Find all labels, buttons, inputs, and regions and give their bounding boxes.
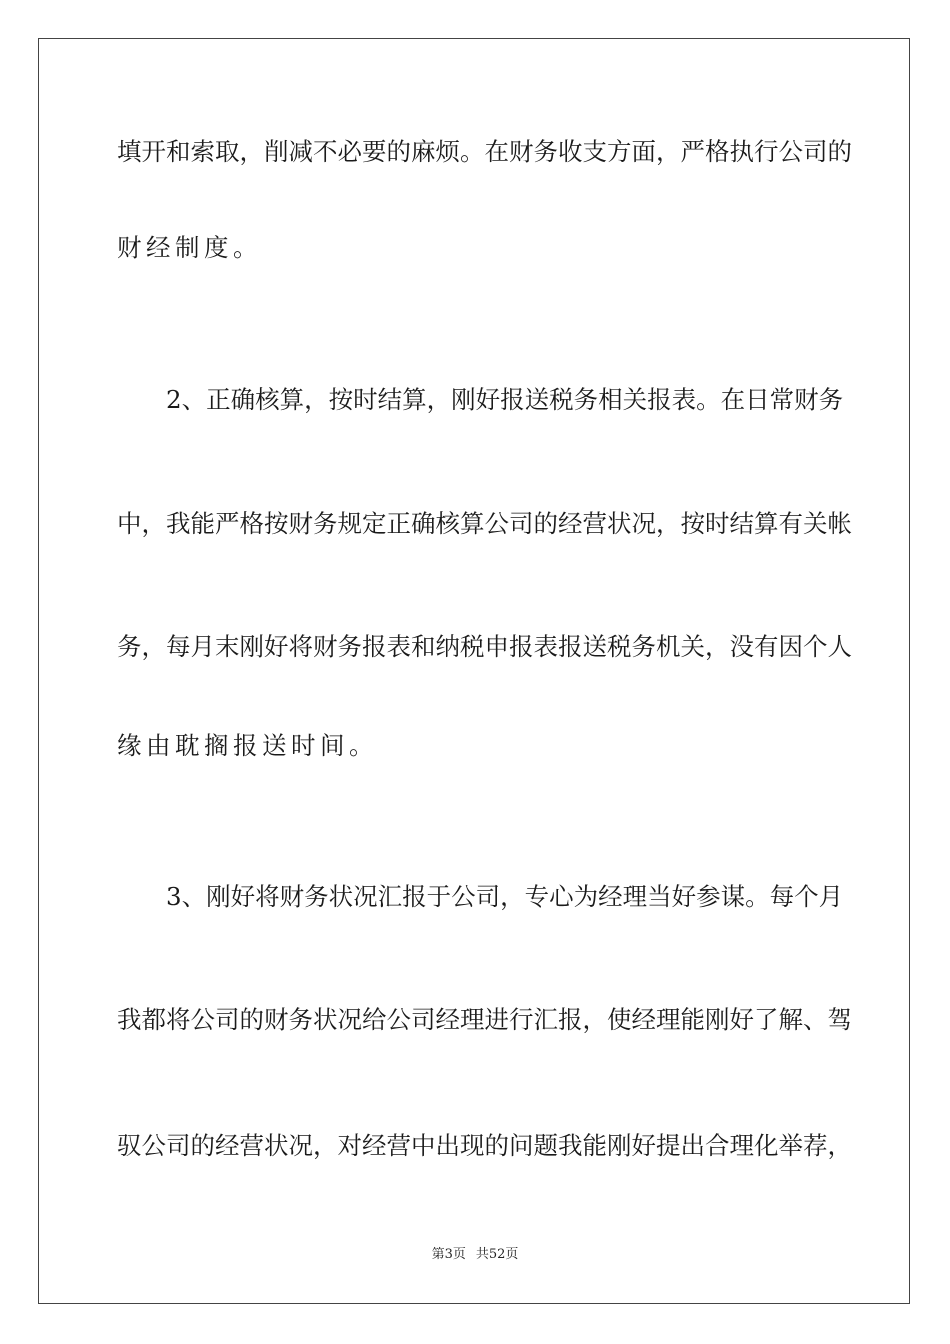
text-line: 填开和索取，削减不必要的麻烦。在财务收支方面，严格执行公司的 [117, 137, 852, 166]
text-line: 缘由耽搁报送时间。 [117, 731, 378, 760]
page-footer [0, 1246, 950, 1264]
text-line: 3、刚好将财务状况汇报于公司，专心为经理当好参谋。每个月 [117, 882, 844, 911]
page-border [38, 38, 910, 1304]
text-line: 财经制度。 [117, 233, 262, 262]
text-line: 2、正确核算，按时结算，刚好报送税务相关报表。在日常财务 [117, 385, 844, 414]
page-total: 共52页 [475, 1247, 519, 1262]
page-number: 第3页 [431, 1247, 466, 1262]
text-line: 中，我能严格按财务规定正确核算公司的经营状况，按时结算有关帐 [117, 509, 852, 538]
text-line: 我都将公司的财务状况给公司经理进行汇报，使经理能刚好了解、驾 [117, 1005, 852, 1034]
text-line: 务，每月末刚好将财务报表和纳税申报表报送税务机关，没有因个人 [117, 632, 852, 661]
text-line: 驭公司的经营状况，对经营中出现的问题我能刚好提出合理化举荐， [117, 1131, 852, 1160]
